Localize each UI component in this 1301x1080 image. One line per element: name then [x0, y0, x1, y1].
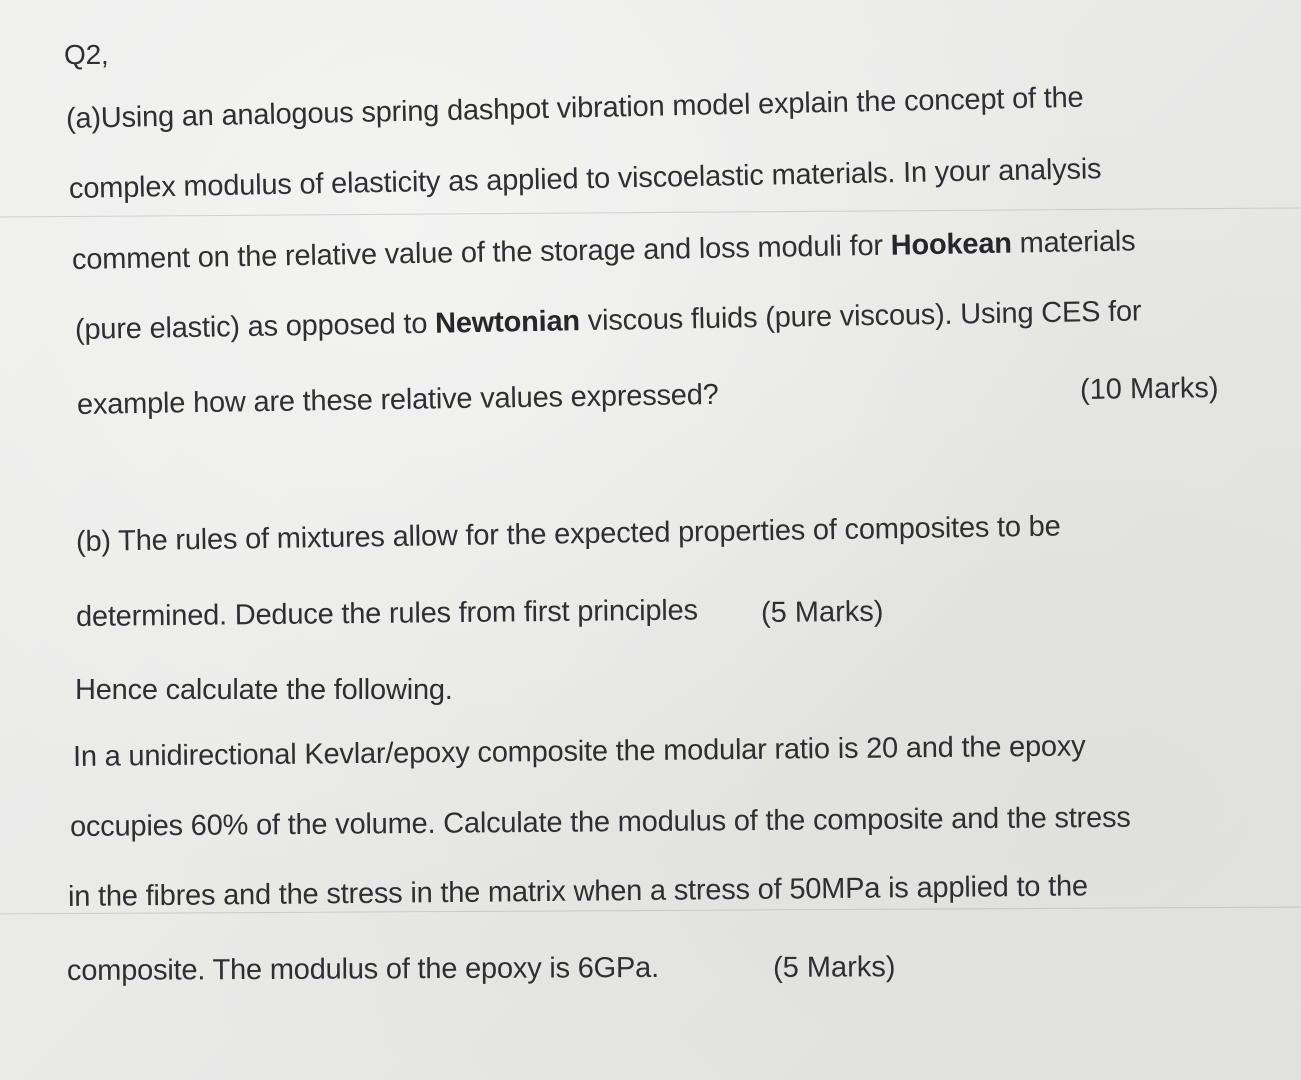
part-a-line-5: example how are these relative values expressed?	[76, 378, 719, 421]
question-label: Q2,	[64, 39, 109, 70]
part-a-line-4-end: viscous fluids (pure viscous). Using CES for	[579, 295, 1142, 338]
part-b-line-2: determined. Deduce the rules from first principles	[75, 594, 698, 633]
part-a-line-3-end: materials	[1011, 225, 1136, 260]
part-b-line-4: In a unidirectional Kevlar/epoxy composite the modular ratio is 20 and the epoxy	[72, 730, 1086, 773]
part-a-line-4-text: (pure elastic) as opposed to	[74, 307, 436, 346]
part-b-line-7: composite. The modulus of the epoxy is 6GPa.	[66, 951, 660, 987]
part-a-marks: (10 Marks)	[1079, 372, 1219, 406]
part-b-line-3: Hence calculate the following.	[75, 674, 453, 706]
part-b-line-1: (b) The rules of mixtures allow for the expected properties of composites to be	[75, 510, 1061, 558]
part-b-line-2-marks: (5 Marks)	[760, 595, 884, 629]
part-a-line-3	[72, 224, 1136, 277]
part-b-line-6: in the fibres and the stress in the matrix when a stress of 50MPa is applied to the	[67, 870, 1089, 913]
newtonian-term: Newtonian	[434, 305, 581, 340]
part-a-line-3-text: comment on the relative value of the storage and loss moduli for	[71, 229, 891, 276]
part-a-line-4	[75, 294, 1142, 347]
part-b-line-7-marks: (5 Marks)	[772, 951, 896, 984]
part-a-line-2: complex modulus of elasticity as applied to viscoelastic materials. In your analysis	[68, 153, 1102, 205]
part-a-line-1: (a)Using an analogous spring dashpot vibration model explain the concept of the	[65, 81, 1084, 135]
paper-fold-line	[0, 207, 1301, 217]
part-b-line-5: occupies 60% of the volume. Calculate the modulus of the composite and the stress	[69, 801, 1131, 843]
hookean-term: Hookean	[890, 227, 1013, 262]
